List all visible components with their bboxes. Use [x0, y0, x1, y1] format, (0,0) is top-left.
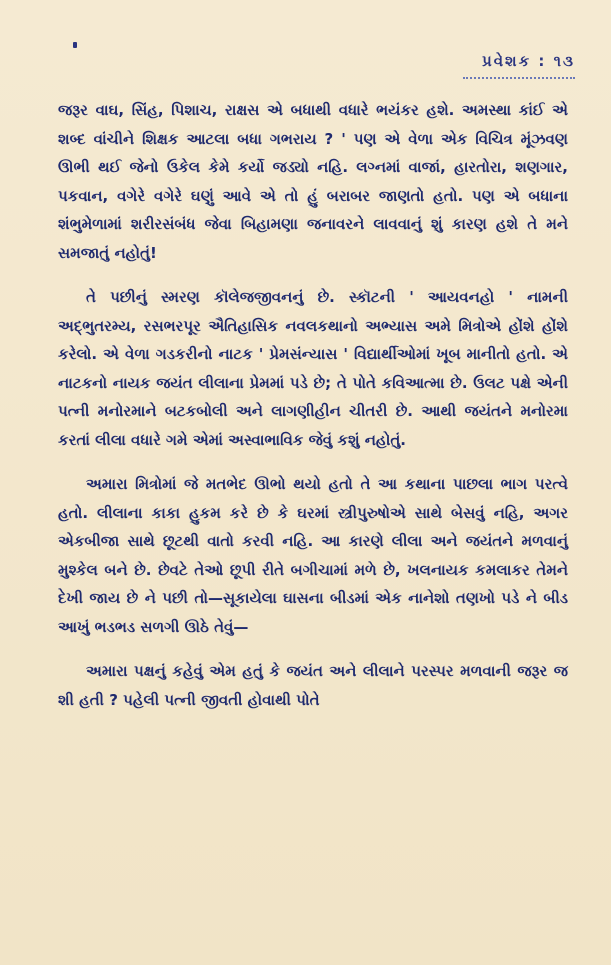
paragraph-4: અમારા પક્ષનું કહેવું એમ હતું કે જયંત અને લીલાને પરસ્પર મળવાની જરૂર જ શી હતી ? પહેલી પત્ની જીવતી હોવાથી પોતે: [58, 662, 568, 709]
ink-speck: [73, 42, 77, 48]
body-text: [58, 96, 568, 730]
header-underline: [463, 74, 575, 79]
page-header: પ્રવેશક : ૧૩: [481, 52, 575, 70]
paragraph-1: જરૂર વાઘ, સિંહ, પિશાચ, રાક્ષસ એ બધાથી વધારે ભયંકર હશે. અમસ્થા કાંઈ એ શબ્દ વાંચીને શિક્ષક આટલા બધા ગભરાય ? ' પણ એ વેળા એક વિચિત્ર મૂંઝવણ ઊભી થઈ જેનો ઉકેલ કેમે કર્યો જડ્યો નહિ. લગ્નમાં વાજાં, હારતોરા, શણગાર, પકવાન, વગેરે વગેરે ઘણું આવે એ તો હું બરાબર જાણતો હતો. પણ એ બધાના શંભુમેળામાં શરીરસંબંધ જેવા બિહામણા જનાવરને લાવવાનું શું કારણ હશે તે મને સમજાતું નહોતું!: [58, 101, 568, 262]
paragraph-3: અમારા મિત્રોમાં જે મતભેદ ઊભો થયો હતો તે આ કથાના પાછલા ભાગ પરત્વે હતો. લીલાના કાકા હુકમ કરે છે કે ઘરમાં સ્ત્રીપુરુષોએ સાથે બેસવું નહિ, અગર એકબીજા સાથે છૂટથી વાતો કરવી નહિ. આ કારણે લીલા અને જયંતને મળવાનું મુશ્કેલ બને છે. છેવટે તેઓ છૂપી રીતે બગીચામાં મળે છે, ખલનાયક કમલાકર તેમને દેખી જાય છે ને પછી તો—સૂકાયેલા ઘાસના બીડમાં એક નાનેશો તણખો પડે ને બીડ આખું ભડભડ સળગી ઊઠે તેવું—: [58, 475, 568, 636]
paragraph-2: તે પછીનું સ્મરણ કૉલેજજીવનનું છે. સ્કૉટની ' આયવનહો ' નામની અદ્ભુતરમ્ય, રસભરપૂર ઐતિહાસિક નવલકથાનો અભ્યાસ અમે મિત્રોએ હોંશે હોંશે કરેલો. એ વેળા ગડકરીનો નાટક ' પ્રેમસંન્યાસ ' વિદ્યાર્થીઓમાં ખૂબ માનીતો હતો. એ નાટકનો નાયક જયંત લીલાના પ્રેમમાં પડે છે; તે પોતે કવિઆત્મા છે. ઉલટ પક્ષે એની પત્ની મનોરમાને બટકબોલી અને લાગણીહીન ચીતરી છે. આથી જયંતને મનોરમા કરતાં લીલા વધારે ગમે એમાં અસ્વાભાવિક જેવું કશું નહોતું.: [58, 288, 568, 449]
